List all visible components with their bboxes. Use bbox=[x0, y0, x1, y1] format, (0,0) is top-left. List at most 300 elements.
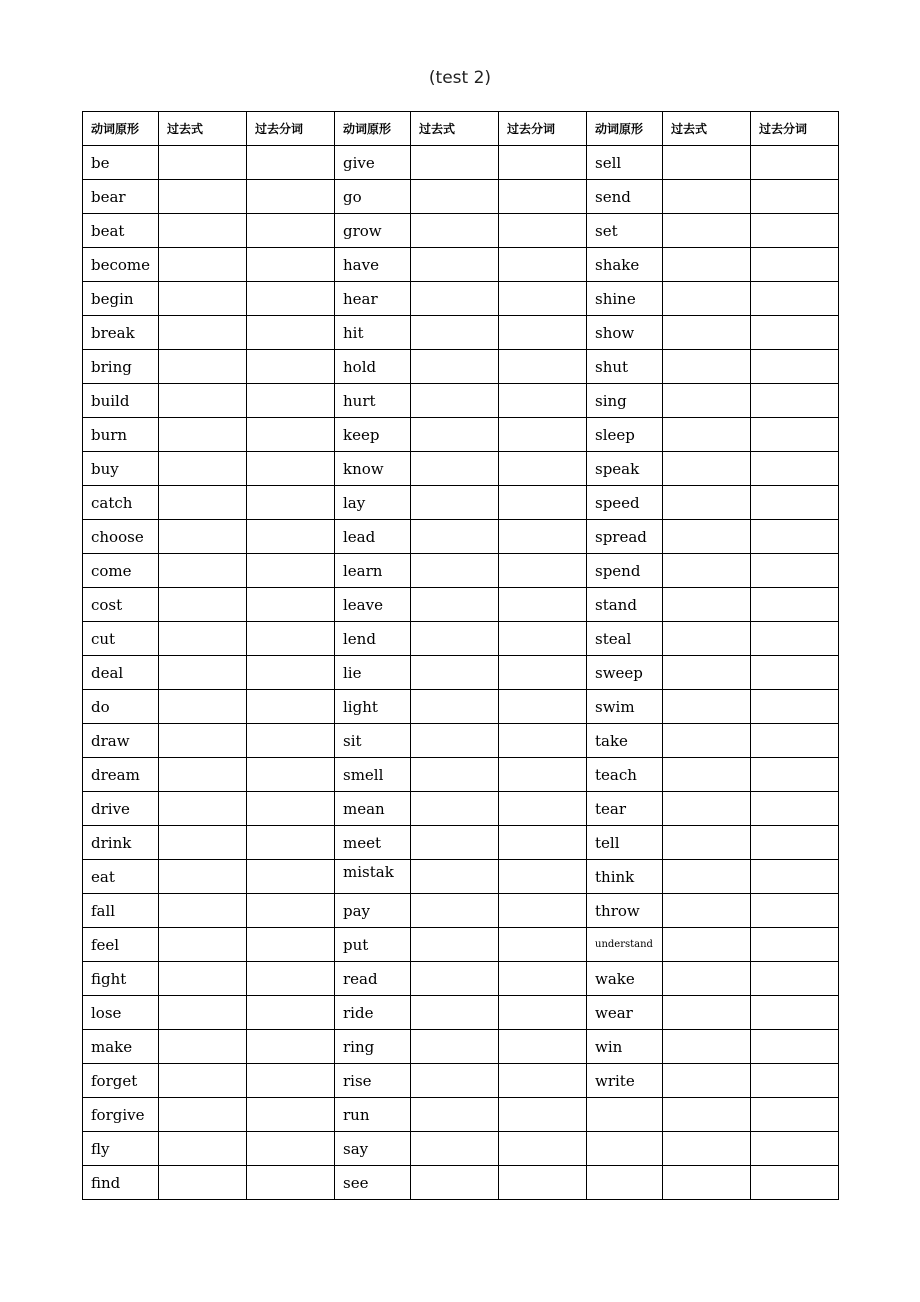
verb-base-form: teach bbox=[587, 758, 663, 792]
past-participle-blank[interactable] bbox=[751, 996, 839, 1030]
table-row bbox=[83, 180, 839, 214]
verb-base-form: cut bbox=[83, 622, 159, 656]
past-tense-blank[interactable] bbox=[159, 758, 247, 792]
verb-base-form: ride bbox=[335, 996, 411, 1030]
past-tense-blank[interactable] bbox=[159, 282, 247, 316]
verb-base-form: forgive bbox=[83, 1098, 159, 1132]
table-header-row bbox=[83, 112, 839, 146]
verb-base-form: drink bbox=[83, 826, 159, 860]
past-participle-blank[interactable] bbox=[499, 1132, 587, 1166]
past-tense-blank[interactable] bbox=[159, 418, 247, 452]
past-tense-blank[interactable] bbox=[159, 1064, 247, 1098]
table-row bbox=[83, 690, 839, 724]
past-participle-blank[interactable] bbox=[247, 656, 335, 690]
past-tense-blank[interactable] bbox=[411, 894, 499, 928]
past-tense-blank[interactable] bbox=[411, 1166, 499, 1200]
verb-base-form: put bbox=[335, 928, 411, 962]
table-row bbox=[83, 996, 839, 1030]
past-tense-blank[interactable] bbox=[159, 1030, 247, 1064]
verb-base-form: leave bbox=[335, 588, 411, 622]
verb-base-form: say bbox=[335, 1132, 411, 1166]
past-participle-blank[interactable] bbox=[751, 1166, 839, 1200]
past-participle-blank[interactable] bbox=[247, 384, 335, 418]
verb-base-form: bear bbox=[83, 180, 159, 214]
past-tense-blank[interactable] bbox=[411, 554, 499, 588]
past-participle-blank[interactable] bbox=[751, 860, 839, 894]
past-participle-blank[interactable] bbox=[751, 1030, 839, 1064]
past-tense-blank[interactable] bbox=[159, 520, 247, 554]
past-tense-blank[interactable] bbox=[663, 792, 751, 826]
past-participle-blank[interactable] bbox=[247, 826, 335, 860]
past-participle-blank[interactable] bbox=[247, 282, 335, 316]
table-row bbox=[83, 860, 839, 894]
past-participle-blank[interactable] bbox=[247, 316, 335, 350]
past-tense-blank[interactable] bbox=[411, 384, 499, 418]
verb-base-form: wake bbox=[587, 962, 663, 996]
past-participle-blank[interactable] bbox=[751, 588, 839, 622]
past-tense-blank[interactable] bbox=[663, 1166, 751, 1200]
table-row bbox=[83, 350, 839, 384]
past-tense-blank[interactable] bbox=[411, 1132, 499, 1166]
verb-base-form bbox=[587, 1132, 663, 1166]
past-participle-blank[interactable] bbox=[247, 724, 335, 758]
past-participle-blank[interactable] bbox=[247, 214, 335, 248]
table-row bbox=[83, 758, 839, 792]
header-base-form-3: 动词原形 bbox=[587, 112, 663, 146]
verb-base-form: mistak bbox=[335, 860, 411, 894]
verb-base-form: set bbox=[587, 214, 663, 248]
past-tense-blank[interactable] bbox=[159, 316, 247, 350]
past-participle-blank[interactable] bbox=[499, 690, 587, 724]
verb-base-form: drive bbox=[83, 792, 159, 826]
past-tense-blank[interactable] bbox=[411, 520, 499, 554]
table-row bbox=[83, 554, 839, 588]
verb-base-form: keep bbox=[335, 418, 411, 452]
past-tense-blank[interactable] bbox=[411, 146, 499, 180]
past-participle-blank[interactable] bbox=[499, 1030, 587, 1064]
table-row bbox=[83, 452, 839, 486]
past-participle-blank[interactable] bbox=[751, 384, 839, 418]
table-row bbox=[83, 826, 839, 860]
verb-base-form: hold bbox=[335, 350, 411, 384]
past-participle-blank[interactable] bbox=[751, 656, 839, 690]
past-participle-blank[interactable] bbox=[499, 962, 587, 996]
past-participle-blank[interactable] bbox=[751, 826, 839, 860]
verb-base-form: throw bbox=[587, 894, 663, 928]
past-tense-blank[interactable] bbox=[663, 860, 751, 894]
past-tense-blank[interactable] bbox=[159, 452, 247, 486]
verb-base-form: lead bbox=[335, 520, 411, 554]
table-row bbox=[83, 588, 839, 622]
past-participle-blank[interactable] bbox=[247, 792, 335, 826]
past-participle-blank[interactable] bbox=[247, 520, 335, 554]
past-tense-blank[interactable] bbox=[411, 928, 499, 962]
verb-base-form: stand bbox=[587, 588, 663, 622]
table-row bbox=[83, 928, 839, 962]
table-row bbox=[83, 384, 839, 418]
past-participle-blank[interactable] bbox=[751, 486, 839, 520]
verb-base-form: eat bbox=[83, 860, 159, 894]
past-tense-blank[interactable] bbox=[663, 894, 751, 928]
verb-base-form: choose bbox=[83, 520, 159, 554]
table-row bbox=[83, 894, 839, 928]
past-tense-blank[interactable] bbox=[663, 622, 751, 656]
past-tense-blank[interactable] bbox=[663, 690, 751, 724]
past-tense-blank[interactable] bbox=[663, 452, 751, 486]
past-participle-blank[interactable] bbox=[751, 520, 839, 554]
past-tense-blank[interactable] bbox=[159, 180, 247, 214]
verb-base-form bbox=[587, 1098, 663, 1132]
table-row bbox=[83, 1030, 839, 1064]
past-tense-blank[interactable] bbox=[159, 928, 247, 962]
past-participle-blank[interactable] bbox=[247, 1098, 335, 1132]
past-tense-blank[interactable] bbox=[663, 1030, 751, 1064]
past-tense-blank[interactable] bbox=[411, 1064, 499, 1098]
past-participle-blank[interactable] bbox=[247, 248, 335, 282]
past-tense-blank[interactable] bbox=[159, 1132, 247, 1166]
past-tense-blank[interactable] bbox=[663, 996, 751, 1030]
verb-base-form: sell bbox=[587, 146, 663, 180]
past-participle-blank[interactable] bbox=[247, 554, 335, 588]
past-participle-blank[interactable] bbox=[247, 418, 335, 452]
table-row bbox=[83, 146, 839, 180]
past-participle-blank[interactable] bbox=[499, 656, 587, 690]
past-participle-blank[interactable] bbox=[247, 1166, 335, 1200]
past-participle-blank[interactable] bbox=[751, 928, 839, 962]
past-participle-blank[interactable] bbox=[751, 724, 839, 758]
past-participle-blank[interactable] bbox=[247, 996, 335, 1030]
past-participle-blank[interactable] bbox=[751, 894, 839, 928]
verb-base-form: tear bbox=[587, 792, 663, 826]
past-participle-blank[interactable] bbox=[247, 180, 335, 214]
table-row bbox=[83, 486, 839, 520]
verb-base-form: feel bbox=[83, 928, 159, 962]
past-tense-blank[interactable] bbox=[159, 554, 247, 588]
past-participle-blank[interactable] bbox=[247, 146, 335, 180]
verb-base-form: beat bbox=[83, 214, 159, 248]
past-participle-blank[interactable] bbox=[247, 928, 335, 962]
past-tense-blank[interactable] bbox=[411, 1030, 499, 1064]
verb-base-form: wear bbox=[587, 996, 663, 1030]
past-tense-blank[interactable] bbox=[663, 486, 751, 520]
past-tense-blank[interactable] bbox=[411, 622, 499, 656]
past-participle-blank[interactable] bbox=[751, 418, 839, 452]
past-tense-blank[interactable] bbox=[159, 996, 247, 1030]
past-tense-blank[interactable] bbox=[663, 384, 751, 418]
past-participle-blank[interactable] bbox=[499, 146, 587, 180]
past-tense-blank[interactable] bbox=[663, 724, 751, 758]
verb-base-form: steal bbox=[587, 622, 663, 656]
verb-base-form: see bbox=[335, 1166, 411, 1200]
past-tense-blank[interactable] bbox=[411, 996, 499, 1030]
verb-base-form: cost bbox=[83, 588, 159, 622]
table-row bbox=[83, 792, 839, 826]
verb-base-form: learn bbox=[335, 554, 411, 588]
past-tense-blank[interactable] bbox=[159, 248, 247, 282]
past-participle-blank[interactable] bbox=[247, 588, 335, 622]
past-participle-blank[interactable] bbox=[247, 622, 335, 656]
verb-base-form: give bbox=[335, 146, 411, 180]
past-participle-blank[interactable] bbox=[499, 1098, 587, 1132]
verb-base-form: draw bbox=[83, 724, 159, 758]
verb-base-form: go bbox=[335, 180, 411, 214]
past-participle-blank[interactable] bbox=[499, 622, 587, 656]
verb-base-form: mean bbox=[335, 792, 411, 826]
table-row bbox=[83, 1166, 839, 1200]
verb-base-form: bring bbox=[83, 350, 159, 384]
verb-base-form: pay bbox=[335, 894, 411, 928]
past-participle-blank[interactable] bbox=[499, 282, 587, 316]
past-tense-blank[interactable] bbox=[159, 962, 247, 996]
past-tense-blank[interactable] bbox=[411, 758, 499, 792]
past-tense-blank[interactable] bbox=[159, 724, 247, 758]
past-tense-blank[interactable] bbox=[411, 690, 499, 724]
past-participle-blank[interactable] bbox=[499, 894, 587, 928]
past-tense-blank[interactable] bbox=[663, 1132, 751, 1166]
past-tense-blank[interactable] bbox=[663, 316, 751, 350]
past-tense-blank[interactable] bbox=[663, 1098, 751, 1132]
past-participle-blank[interactable] bbox=[499, 588, 587, 622]
verb-base-form: sing bbox=[587, 384, 663, 418]
verb-base-form: come bbox=[83, 554, 159, 588]
past-participle-blank[interactable] bbox=[751, 622, 839, 656]
past-tense-blank[interactable] bbox=[159, 588, 247, 622]
verb-base-form: buy bbox=[83, 452, 159, 486]
past-tense-blank[interactable] bbox=[411, 180, 499, 214]
past-participle-blank[interactable] bbox=[751, 180, 839, 214]
verb-base-form: light bbox=[335, 690, 411, 724]
past-tense-blank[interactable] bbox=[159, 214, 247, 248]
verb-base-form: sleep bbox=[587, 418, 663, 452]
verb-base-form: sweep bbox=[587, 656, 663, 690]
past-tense-blank[interactable] bbox=[663, 928, 751, 962]
past-participle-blank[interactable] bbox=[499, 792, 587, 826]
table-row bbox=[83, 248, 839, 282]
past-tense-blank[interactable] bbox=[663, 214, 751, 248]
past-participle-blank[interactable] bbox=[751, 1098, 839, 1132]
past-tense-blank[interactable] bbox=[663, 554, 751, 588]
past-participle-blank[interactable] bbox=[751, 282, 839, 316]
header-past-tense-3: 过去式 bbox=[663, 112, 751, 146]
table-row bbox=[83, 1098, 839, 1132]
verb-base-form: speed bbox=[587, 486, 663, 520]
past-participle-blank[interactable] bbox=[751, 962, 839, 996]
past-participle-blank[interactable] bbox=[247, 758, 335, 792]
past-participle-blank[interactable] bbox=[751, 350, 839, 384]
table-row bbox=[83, 316, 839, 350]
verb-base-form: break bbox=[83, 316, 159, 350]
header-past-tense-2: 过去式 bbox=[411, 112, 499, 146]
past-tense-blank[interactable] bbox=[159, 384, 247, 418]
verb-base-form: fly bbox=[83, 1132, 159, 1166]
past-participle-blank[interactable] bbox=[751, 554, 839, 588]
past-participle-blank[interactable] bbox=[247, 350, 335, 384]
past-participle-blank[interactable] bbox=[499, 1064, 587, 1098]
past-participle-blank[interactable] bbox=[247, 1030, 335, 1064]
past-tense-blank[interactable] bbox=[663, 180, 751, 214]
past-tense-blank[interactable] bbox=[663, 520, 751, 554]
header-past-participle-1: 过去分词 bbox=[247, 112, 335, 146]
past-participle-blank[interactable] bbox=[499, 350, 587, 384]
past-participle-blank[interactable] bbox=[751, 248, 839, 282]
past-participle-blank[interactable] bbox=[499, 384, 587, 418]
table-row bbox=[83, 418, 839, 452]
verb-base-form: fight bbox=[83, 962, 159, 996]
past-tense-blank[interactable] bbox=[411, 826, 499, 860]
past-participle-blank[interactable] bbox=[247, 1064, 335, 1098]
past-tense-blank[interactable] bbox=[159, 860, 247, 894]
past-tense-blank[interactable] bbox=[411, 962, 499, 996]
past-tense-blank[interactable] bbox=[411, 860, 499, 894]
past-tense-blank[interactable] bbox=[159, 894, 247, 928]
past-tense-blank[interactable] bbox=[411, 1098, 499, 1132]
past-tense-blank[interactable] bbox=[159, 1166, 247, 1200]
past-tense-blank[interactable] bbox=[663, 962, 751, 996]
verb-base-form: be bbox=[83, 146, 159, 180]
past-tense-blank[interactable] bbox=[663, 826, 751, 860]
past-tense-blank[interactable] bbox=[159, 656, 247, 690]
table-row bbox=[83, 214, 839, 248]
table-row bbox=[83, 622, 839, 656]
past-tense-blank[interactable] bbox=[411, 724, 499, 758]
past-participle-blank[interactable] bbox=[247, 894, 335, 928]
past-tense-blank[interactable] bbox=[663, 146, 751, 180]
past-participle-blank[interactable] bbox=[499, 758, 587, 792]
past-participle-blank[interactable] bbox=[247, 962, 335, 996]
past-participle-blank[interactable] bbox=[247, 452, 335, 486]
past-participle-blank[interactable] bbox=[751, 452, 839, 486]
past-tense-blank[interactable] bbox=[411, 350, 499, 384]
past-tense-blank[interactable] bbox=[159, 146, 247, 180]
past-participle-blank[interactable] bbox=[499, 486, 587, 520]
verb-base-form: forget bbox=[83, 1064, 159, 1098]
past-participle-blank[interactable] bbox=[751, 792, 839, 826]
past-tense-blank[interactable] bbox=[411, 248, 499, 282]
verb-base-form: swim bbox=[587, 690, 663, 724]
past-tense-blank[interactable] bbox=[159, 1098, 247, 1132]
verb-base-form: hear bbox=[335, 282, 411, 316]
past-tense-blank[interactable] bbox=[159, 792, 247, 826]
past-tense-blank[interactable] bbox=[159, 622, 247, 656]
past-participle-blank[interactable] bbox=[499, 248, 587, 282]
past-tense-blank[interactable] bbox=[159, 350, 247, 384]
verb-base-form: tell bbox=[587, 826, 663, 860]
table-row bbox=[83, 656, 839, 690]
verb-base-form: deal bbox=[83, 656, 159, 690]
verb-base-form: speak bbox=[587, 452, 663, 486]
verb-base-form: have bbox=[335, 248, 411, 282]
past-tense-blank[interactable] bbox=[411, 316, 499, 350]
verb-base-form: spend bbox=[587, 554, 663, 588]
verb-base-form: shine bbox=[587, 282, 663, 316]
past-participle-blank[interactable] bbox=[499, 860, 587, 894]
past-participle-blank[interactable] bbox=[751, 1132, 839, 1166]
verb-base-form: run bbox=[335, 1098, 411, 1132]
past-tense-blank[interactable] bbox=[411, 588, 499, 622]
page-title: (test 2) bbox=[428, 68, 492, 88]
past-tense-blank[interactable] bbox=[411, 486, 499, 520]
past-tense-blank[interactable] bbox=[663, 248, 751, 282]
past-tense-blank[interactable] bbox=[159, 826, 247, 860]
past-tense-blank[interactable] bbox=[663, 656, 751, 690]
verb-base-form bbox=[587, 1166, 663, 1200]
past-participle-blank[interactable] bbox=[247, 1132, 335, 1166]
verb-base-form: understand bbox=[587, 928, 663, 962]
verb-base-form: lie bbox=[335, 656, 411, 690]
past-participle-blank[interactable] bbox=[499, 928, 587, 962]
past-tense-blank[interactable] bbox=[663, 758, 751, 792]
verb-base-form: do bbox=[83, 690, 159, 724]
past-participle-blank[interactable] bbox=[247, 690, 335, 724]
past-participle-blank[interactable] bbox=[499, 180, 587, 214]
verb-base-form: write bbox=[587, 1064, 663, 1098]
verb-base-form: grow bbox=[335, 214, 411, 248]
past-tense-blank[interactable] bbox=[411, 214, 499, 248]
verb-base-form: think bbox=[587, 860, 663, 894]
past-tense-blank[interactable] bbox=[159, 486, 247, 520]
past-participle-blank[interactable] bbox=[247, 486, 335, 520]
past-tense-blank[interactable] bbox=[411, 418, 499, 452]
past-participle-blank[interactable] bbox=[499, 554, 587, 588]
verb-base-form: show bbox=[587, 316, 663, 350]
verb-base-form: dream bbox=[83, 758, 159, 792]
past-participle-blank[interactable] bbox=[499, 826, 587, 860]
verb-base-form: send bbox=[587, 180, 663, 214]
past-tense-blank[interactable] bbox=[663, 350, 751, 384]
past-tense-blank[interactable] bbox=[411, 792, 499, 826]
table-row bbox=[83, 724, 839, 758]
past-participle-blank[interactable] bbox=[499, 996, 587, 1030]
past-tense-blank[interactable] bbox=[663, 588, 751, 622]
verb-base-form: shut bbox=[587, 350, 663, 384]
verb-base-form: rise bbox=[335, 1064, 411, 1098]
table-row bbox=[83, 1064, 839, 1098]
past-participle-blank[interactable] bbox=[751, 146, 839, 180]
past-tense-blank[interactable] bbox=[159, 690, 247, 724]
table-row bbox=[83, 962, 839, 996]
past-participle-blank[interactable] bbox=[751, 1064, 839, 1098]
past-tense-blank[interactable] bbox=[663, 282, 751, 316]
verb-base-form: catch bbox=[83, 486, 159, 520]
past-tense-blank[interactable] bbox=[663, 1064, 751, 1098]
table-row bbox=[83, 282, 839, 316]
past-tense-blank[interactable] bbox=[663, 418, 751, 452]
past-participle-blank[interactable] bbox=[499, 724, 587, 758]
past-participle-blank[interactable] bbox=[751, 316, 839, 350]
verb-base-form: hit bbox=[335, 316, 411, 350]
past-participle-blank[interactable] bbox=[499, 1166, 587, 1200]
past-participle-blank[interactable] bbox=[751, 214, 839, 248]
past-participle-blank[interactable] bbox=[499, 418, 587, 452]
past-participle-blank[interactable] bbox=[499, 520, 587, 554]
verb-base-form: sit bbox=[335, 724, 411, 758]
past-tense-blank[interactable] bbox=[411, 282, 499, 316]
past-participle-blank[interactable] bbox=[751, 758, 839, 792]
past-tense-blank[interactable] bbox=[411, 656, 499, 690]
past-participle-blank[interactable] bbox=[751, 690, 839, 724]
past-tense-blank[interactable] bbox=[411, 452, 499, 486]
header-past-participle-2: 过去分词 bbox=[499, 112, 587, 146]
past-participle-blank[interactable] bbox=[499, 214, 587, 248]
verb-base-form: know bbox=[335, 452, 411, 486]
verb-base-form: take bbox=[587, 724, 663, 758]
past-participle-blank[interactable] bbox=[247, 860, 335, 894]
past-participle-blank[interactable] bbox=[499, 452, 587, 486]
verb-base-form: fall bbox=[83, 894, 159, 928]
header-base-form-1: 动词原形 bbox=[83, 112, 159, 146]
verb-base-form: read bbox=[335, 962, 411, 996]
past-participle-blank[interactable] bbox=[499, 316, 587, 350]
